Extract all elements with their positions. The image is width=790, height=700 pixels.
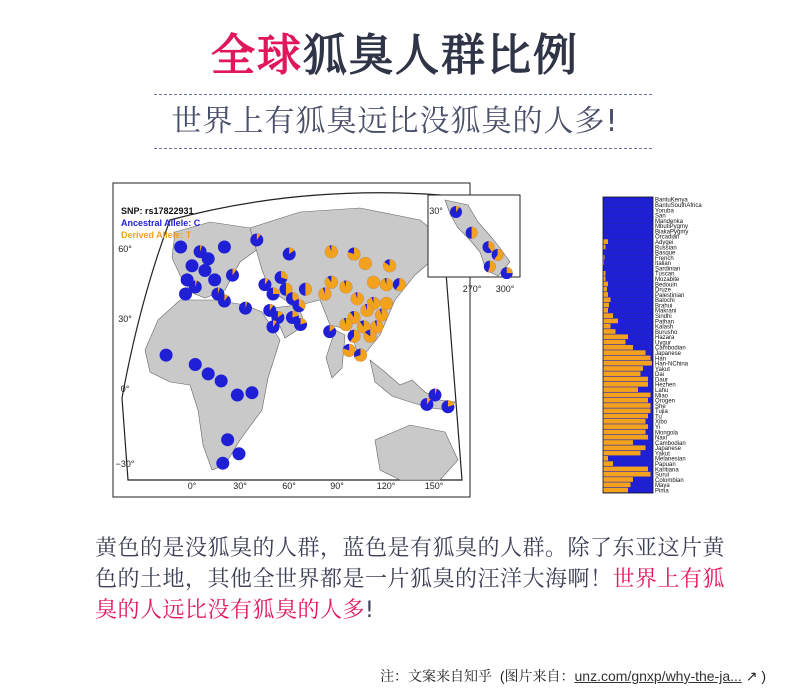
lat-tick-label: 60° xyxy=(118,244,132,254)
population-label: Tujia xyxy=(655,409,668,416)
population-label: Bedouin xyxy=(655,282,678,289)
population-label: Hezhen xyxy=(655,382,676,389)
population-label: Makrani xyxy=(655,308,677,315)
pie-marker xyxy=(292,299,305,312)
bar-derived xyxy=(603,477,633,482)
population-label: Orcadian xyxy=(655,234,680,241)
bar-derived xyxy=(603,334,628,339)
pie-marker xyxy=(216,457,229,470)
pie-marker xyxy=(174,241,187,254)
inset-pie-marker xyxy=(484,261,496,273)
population-label: Cambodian xyxy=(655,440,686,447)
pie-marker xyxy=(283,248,296,261)
bar-derived xyxy=(603,329,616,334)
pie-derived xyxy=(325,276,338,289)
pie-marker xyxy=(250,233,263,246)
legend-line: Derived Allele: T xyxy=(121,230,192,240)
body-highlight: 世界上有狐臭的人远比没有狐臭的人多 xyxy=(95,567,726,623)
pie-marker xyxy=(383,259,396,272)
pie-marker xyxy=(364,330,377,343)
pie-ancestral xyxy=(245,386,258,399)
population-label: Mongola xyxy=(655,430,679,437)
inset-lat-tick: 30° xyxy=(429,206,443,216)
population-label: Yakut xyxy=(655,451,670,458)
bar-derived xyxy=(603,308,608,313)
bar-derived xyxy=(603,239,608,244)
population-label: Surui xyxy=(655,472,670,479)
lon-tick-label: 0° xyxy=(187,481,197,491)
pie-marker xyxy=(218,295,231,308)
population-bar-chart xyxy=(603,197,702,494)
inset-lon-tick: 300° xyxy=(495,284,515,294)
pie-marker xyxy=(375,309,388,322)
pie-marker xyxy=(232,447,245,460)
pie-marker xyxy=(343,344,356,357)
pie-ancestral xyxy=(215,374,228,387)
bar-derived xyxy=(603,472,651,477)
pie-marker xyxy=(348,330,361,343)
pie-marker xyxy=(267,320,280,333)
pie-marker xyxy=(198,264,211,277)
pie-ancestral xyxy=(231,389,244,402)
population-label: MbutiPygmy xyxy=(655,224,689,231)
pie-derived xyxy=(367,276,380,289)
pie-marker xyxy=(325,276,338,289)
source-link[interactable]: unz.com/gnxp/why-the-ja... xyxy=(574,668,742,684)
pie-derived xyxy=(325,245,338,258)
pie-ancestral xyxy=(208,273,221,286)
pie-ancestral xyxy=(232,447,245,460)
body-main: 黄色的是没狐臭的人群，蓝色是有狐臭的人群。除了东亚这片黄色的土地，其他全世界都是一片狐臭的汪洋大海啊！ xyxy=(95,536,726,592)
bar-derived xyxy=(603,430,646,435)
pie-ancestral xyxy=(202,252,215,265)
pie-marker xyxy=(294,318,307,331)
population-label: Orogen xyxy=(655,398,676,405)
note-suffix: ) xyxy=(761,668,766,684)
bar-derived xyxy=(603,282,608,287)
pie-marker xyxy=(215,374,228,387)
population-label: She xyxy=(655,403,666,410)
population-label: Miao xyxy=(655,393,669,400)
bar-derived xyxy=(603,445,646,450)
pie-marker xyxy=(367,276,380,289)
population-label: Japanese xyxy=(655,446,682,453)
bar-derived xyxy=(603,424,648,429)
pie-marker xyxy=(202,252,215,265)
legend-line: Ancestral Allele: C xyxy=(121,218,201,228)
pie-ancestral xyxy=(160,349,173,362)
population-label: Italian xyxy=(655,261,672,268)
legend-line: SNP: rs17822931 xyxy=(121,206,194,216)
bar-derived xyxy=(603,287,607,292)
bar-derived xyxy=(603,382,648,387)
lon-tick-label: 150° xyxy=(424,481,444,491)
pie-marker xyxy=(348,248,361,261)
pie-ancestral xyxy=(218,241,231,254)
population-label: Brahui xyxy=(655,303,673,310)
pie-marker xyxy=(275,271,288,284)
pie-derived xyxy=(375,309,388,322)
pie-marker xyxy=(186,259,199,272)
lon-tick-label: 120° xyxy=(376,481,396,491)
pie-marker xyxy=(339,280,352,293)
pie-ancestral xyxy=(202,367,215,380)
population-label: Balochi xyxy=(655,298,675,305)
inset-pie-marker xyxy=(466,227,478,239)
population-label: Papuan xyxy=(655,461,676,468)
population-label: French xyxy=(655,255,674,262)
bar-derived xyxy=(603,324,611,329)
bar-derived xyxy=(603,356,651,361)
population-label: Burusho xyxy=(655,329,678,336)
pie-marker xyxy=(239,302,252,315)
pie-derived xyxy=(351,292,364,305)
inset-pie-marker xyxy=(450,206,462,218)
bar-derived xyxy=(603,408,651,413)
source-note xyxy=(380,666,766,686)
population-label: Colombian xyxy=(655,477,684,484)
population-label: Yi xyxy=(655,424,661,431)
bar-derived xyxy=(603,393,651,398)
population-label: Sardinian xyxy=(655,266,681,273)
bar-derived xyxy=(603,461,613,466)
bar-derived xyxy=(603,313,613,318)
bar-derived xyxy=(603,440,633,445)
bar-derived xyxy=(603,456,608,461)
pie-derived xyxy=(318,288,331,301)
population-label: Daur xyxy=(655,377,669,384)
population-label: BantuSouthAfrica xyxy=(655,202,702,209)
inset-lon-tick: 270° xyxy=(462,284,482,294)
inset-pie-marker xyxy=(492,249,504,261)
external-link-icon[interactable]: ↗ xyxy=(745,668,758,684)
bar-derived xyxy=(603,435,648,440)
pie-marker xyxy=(380,297,393,310)
pie-marker xyxy=(339,318,352,331)
population-label: Mandenka xyxy=(655,218,684,225)
pie-marker xyxy=(323,325,336,338)
population-label: Karitiana xyxy=(655,467,679,474)
bar-derived xyxy=(603,398,648,403)
population-label: Uygur xyxy=(655,340,672,347)
population-label: Druze xyxy=(655,287,672,294)
population-label: San xyxy=(655,213,666,220)
pie-marker xyxy=(420,398,433,411)
pie-marker xyxy=(299,283,312,296)
bar-derived xyxy=(603,345,633,350)
bar-derived xyxy=(603,403,651,408)
pie-marker xyxy=(218,241,231,254)
population-label: BiakaPygmy xyxy=(655,229,689,236)
population-label: Sindhi xyxy=(655,313,672,320)
bar-derived xyxy=(603,451,641,456)
population-label: Tu xyxy=(655,414,662,421)
world-map xyxy=(113,183,470,497)
population-label: Xibo xyxy=(655,419,668,426)
pie-marker xyxy=(360,304,373,317)
bar-derived xyxy=(603,482,631,487)
population-label: Cambodian xyxy=(655,345,686,352)
bar-derived xyxy=(603,387,638,392)
bar-derived xyxy=(603,488,628,493)
pie-marker xyxy=(267,288,280,301)
pie-marker xyxy=(179,288,192,301)
pie-marker xyxy=(393,278,406,291)
population-label: Japanese xyxy=(655,350,682,357)
population-label: Han xyxy=(655,356,667,363)
lon-tick-label: 90° xyxy=(330,481,344,491)
pie-ancestral xyxy=(189,358,202,371)
population-label: Palestinian xyxy=(655,292,685,299)
inset-pie-marker xyxy=(483,241,495,253)
pie-marker xyxy=(208,273,221,286)
pie-marker xyxy=(325,245,338,258)
population-label: Tuscan xyxy=(655,271,675,278)
note-prefix: (图片来自： xyxy=(499,668,575,684)
population-label: Dai xyxy=(655,372,665,379)
pie-ancestral xyxy=(174,241,187,254)
pie-marker xyxy=(231,389,244,402)
population-label: Mozabite xyxy=(655,276,680,283)
pie-ancestral xyxy=(186,259,199,272)
population-label: Basque xyxy=(655,250,676,257)
population-label: Lahu xyxy=(655,387,669,394)
pie-marker xyxy=(160,349,173,362)
pie-ancestral xyxy=(221,433,234,446)
inset-pie-marker xyxy=(501,267,513,279)
population-label: Russian xyxy=(655,245,677,252)
population-label: Naxi xyxy=(655,435,668,442)
population-label: Pima xyxy=(655,488,669,495)
bar-derived xyxy=(603,319,618,324)
bar-derived xyxy=(603,292,608,297)
population-label: Melanesian xyxy=(655,456,686,463)
population-label: Adygei xyxy=(655,239,674,246)
page-subtitle: 世界上有狐臭远比没狐臭的人多! xyxy=(171,104,619,139)
pie-derived xyxy=(380,297,393,310)
pie-derived xyxy=(359,257,372,270)
pie-ancestral xyxy=(179,288,192,301)
lat-tick-label: 0° xyxy=(120,384,130,394)
pie-marker xyxy=(226,269,239,282)
population-label: Hazara xyxy=(655,335,675,342)
population-label: BantuKenya xyxy=(655,197,688,204)
note-label: 注：文案来自知乎 xyxy=(380,668,493,684)
pie-ancestral xyxy=(198,264,211,277)
lon-tick-label: 30° xyxy=(233,481,247,491)
population-label: Pathan xyxy=(655,319,675,326)
bar-derived xyxy=(603,340,626,345)
pie-marker xyxy=(221,433,234,446)
title-main: 狐臭人群比例 xyxy=(303,30,579,81)
population-label: Yakut xyxy=(655,366,670,373)
pie-marker xyxy=(359,257,372,270)
pie-ancestral xyxy=(216,457,229,470)
pie-marker xyxy=(202,367,215,380)
pie-marker xyxy=(318,288,331,301)
body-end: ! xyxy=(365,598,375,623)
bar-derived xyxy=(603,419,646,424)
population-label: Kalash xyxy=(655,324,674,331)
bar-derived xyxy=(603,350,646,355)
population-label: Han-NChina xyxy=(655,361,689,368)
bar-derived xyxy=(603,297,611,302)
pie-marker xyxy=(189,358,202,371)
population-label: Yoruba xyxy=(655,208,674,215)
pie-marker xyxy=(380,278,393,291)
title-accent: 全球 xyxy=(211,30,303,81)
lat-tick-label: 30° xyxy=(118,314,132,324)
population-label: Maya xyxy=(655,483,670,490)
bar-derived xyxy=(603,467,648,472)
lon-tick-label: 60° xyxy=(282,481,296,491)
bar-derived xyxy=(603,371,641,376)
pie-marker xyxy=(441,400,454,413)
bar-derived xyxy=(603,361,652,366)
bar-derived xyxy=(603,414,648,419)
bar-derived xyxy=(603,303,609,308)
bar-derived xyxy=(603,366,643,371)
pie-marker xyxy=(354,349,367,362)
lat-tick-label: −30° xyxy=(115,459,135,469)
pie-marker xyxy=(245,386,258,399)
body-text xyxy=(95,533,735,626)
pie-marker xyxy=(351,292,364,305)
bar-derived xyxy=(603,377,648,382)
